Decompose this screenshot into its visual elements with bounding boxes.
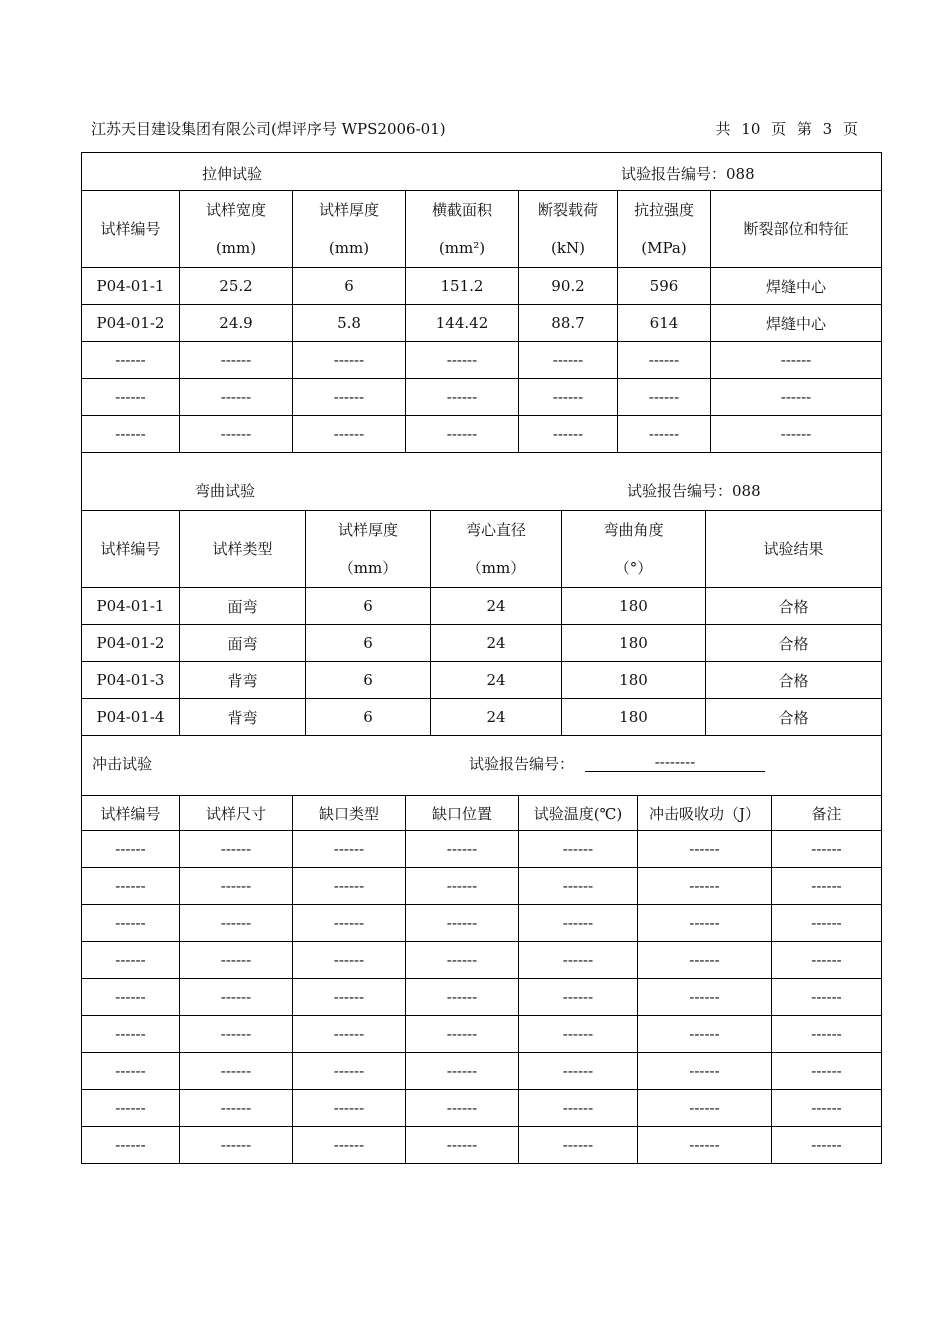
tensile-cell: ------ [519,379,618,416]
bend-cell: 面弯 [180,625,306,662]
tensile-header-unit: (mm²) [438,239,486,257]
impact-cell: ------ [638,905,772,942]
impact-cell: ------ [772,942,882,979]
tensile-cell: 596 [618,268,711,305]
bend-header-label: 试样厚度 [337,521,398,539]
impact-header-cell: 冲击吸收功（J） [638,796,772,831]
impact-row [82,831,882,868]
impact-header-cell: 试验温度(℃) [519,796,638,831]
impact-header-row [82,796,882,831]
bend-header-label: 弯心直径 [465,521,526,539]
tensile-cell: ------ [293,379,406,416]
impact-cell: ------ [293,1016,406,1053]
impact-cell: ------ [519,942,638,979]
impact-cell: ------ [638,1053,772,1090]
impact-row [82,1016,882,1053]
impact-cell: ------ [82,905,180,942]
report-sheet [81,152,881,1164]
impact-cell: ------ [519,831,638,868]
tensile-header-label: 试样编号 [100,220,161,238]
impact-cell: ------ [406,1127,519,1164]
impact-cell: ------ [180,942,293,979]
impact-cell: ------ [293,979,406,1016]
bend-cell: 24 [431,588,562,625]
tensile-row [82,268,882,305]
impact-cell: ------ [293,1127,406,1164]
bend-cell: 合格 [706,662,882,699]
bend-header-label: 试样类型 [212,540,273,558]
bend-header-cell [306,511,431,588]
bend-header-unit: （mm） [466,559,526,577]
impact-cell: ------ [406,1053,519,1090]
impact-report-value: -------- [585,753,765,772]
impact-row [82,979,882,1016]
bend-cell: 背弯 [180,662,306,699]
bend-row [82,588,882,625]
tensile-title-row [82,153,882,191]
impact-cell: ------ [82,868,180,905]
tensile-header-cell [293,191,406,268]
tensile-header-cell [618,191,711,268]
impact-title-row [82,736,882,796]
impact-cell: ------ [519,1090,638,1127]
impact-cell: ------ [82,1127,180,1164]
tensile-header-cell [82,191,180,268]
tensile-cell: 614 [618,305,711,342]
tensile-cell: ------ [406,342,519,379]
tensile-header-unit: (mm) [328,239,370,257]
impact-cell: ------ [772,831,882,868]
impact-header-cell: 缺口类型 [293,796,406,831]
tensile-cell: 焊缝中心 [711,305,882,342]
impact-cell: ------ [638,831,772,868]
tensile-cell: ------ [293,416,406,453]
impact-cell: ------ [772,868,882,905]
bend-cell: 6 [306,625,431,662]
impact-cell: ------ [293,942,406,979]
tensile-cell: ------ [711,416,882,453]
bend-row [82,699,882,736]
impact-cell: ------ [180,905,293,942]
impact-cell: ------ [180,868,293,905]
tensile-cell: ------ [180,342,293,379]
impact-cell: ------ [82,1053,180,1090]
tensile-header-unit: (mm) [215,239,257,257]
tensile-row [82,416,882,453]
impact-cell: ------ [82,942,180,979]
tensile-cell: ------ [406,379,519,416]
impact-row [82,905,882,942]
impact-cell: ------ [772,1127,882,1164]
tensile-cell: P04-01-2 [82,305,180,342]
impact-row [82,1053,882,1090]
bend-cell: P04-01-4 [82,699,180,736]
bend-header-unit: （°） [614,559,653,577]
tensile-row [82,342,882,379]
tensile-cell: ------ [82,379,180,416]
tensile-header-label: 抗拉强度 [633,201,694,219]
bend-row [82,625,882,662]
impact-cell: ------ [638,868,772,905]
impact-report-label: 试验报告编号： [469,755,575,773]
tensile-cell: ------ [618,379,711,416]
impact-table [81,736,882,1164]
impact-cell: ------ [519,905,638,942]
bend-cell: 180 [562,699,706,736]
impact-cell: ------ [406,942,519,979]
impact-cell: ------ [180,831,293,868]
tensile-header-label: 断裂部位和特征 [743,220,849,238]
bend-cell: 背弯 [180,699,306,736]
impact-cell: ------ [180,1090,293,1127]
impact-cell: ------ [82,1016,180,1053]
bend-row [82,662,882,699]
tensile-header-unit: (kN) [551,239,585,257]
bend-header-cell [706,511,882,588]
bend-cell: 24 [431,699,562,736]
tensile-header-cell [180,191,293,268]
impact-cell: ------ [180,1127,293,1164]
tensile-cell: 144.42 [406,305,519,342]
tensile-cell: ------ [82,342,180,379]
bend-header-cell [562,511,706,588]
tensile-cell: ------ [293,342,406,379]
tensile-cell: ------ [180,416,293,453]
tensile-cell: 88.7 [519,305,618,342]
tensile-header-cell [711,191,882,268]
tensile-header-label: 试样宽度 [205,201,266,219]
tensile-cell: ------ [519,342,618,379]
tensile-table [81,152,882,453]
tensile-row [82,379,882,416]
bend-header-label: 试样编号 [100,540,161,558]
tensile-cell: ------ [82,416,180,453]
impact-cell: ------ [406,868,519,905]
bend-cell: 合格 [706,699,882,736]
impact-cell: ------ [82,1090,180,1127]
impact-cell: ------ [406,831,519,868]
bend-report-no: 试验报告编号：088 [627,482,761,500]
bend-cell: 合格 [706,588,882,625]
tensile-cell: ------ [618,416,711,453]
bend-header-unit: （mm） [338,559,398,577]
tensile-header-unit: (MPa) [641,239,687,257]
impact-cell: ------ [293,831,406,868]
impact-cell: ------ [293,1090,406,1127]
bend-title: 弯曲试验 [195,482,256,500]
bend-cell: 24 [431,625,562,662]
impact-row [82,1127,882,1164]
impact-cell: ------ [638,942,772,979]
page-info: 共 10 页 第 3 页 [715,120,858,138]
bend-header-cell [180,511,306,588]
bend-cell: 6 [306,588,431,625]
impact-cell: ------ [772,1053,882,1090]
tensile-cell: ------ [711,342,882,379]
bend-header-label: 试验结果 [763,540,824,558]
bend-cell: P04-01-2 [82,625,180,662]
tensile-header-label: 试样厚度 [318,201,379,219]
impact-cell: ------ [82,831,180,868]
tensile-cell: 90.2 [519,268,618,305]
impact-cell: ------ [519,1016,638,1053]
impact-header-cell: 缺口位置 [406,796,519,831]
impact-cell: ------ [519,1053,638,1090]
impact-cell: ------ [519,868,638,905]
impact-header-cell: 试样尺寸 [180,796,293,831]
impact-cell: ------ [180,1016,293,1053]
impact-cell: ------ [772,979,882,1016]
bend-cell: 面弯 [180,588,306,625]
tensile-cell: 5.8 [293,305,406,342]
impact-cell: ------ [772,1090,882,1127]
bend-cell: 6 [306,662,431,699]
impact-row [82,942,882,979]
bend-cell: 24 [431,662,562,699]
tensile-cell: 25.2 [180,268,293,305]
bend-cell: 180 [562,625,706,662]
tensile-header-label: 横截面积 [431,201,492,219]
impact-cell: ------ [638,1127,772,1164]
tensile-header-row [82,191,882,268]
tensile-title: 拉伸试验 [202,165,263,183]
tensile-header-cell [406,191,519,268]
impact-cell: ------ [519,979,638,1016]
tensile-header-cell [519,191,618,268]
impact-cell: ------ [638,1090,772,1127]
bend-cell: P04-01-3 [82,662,180,699]
bend-cell: 180 [562,662,706,699]
tensile-cell: P04-01-1 [82,268,180,305]
bend-header-cell [431,511,562,588]
tensile-cell: ------ [711,379,882,416]
impact-cell: ------ [406,905,519,942]
bend-table [81,453,882,736]
tensile-cell: 焊缝中心 [711,268,882,305]
impact-cell: ------ [293,868,406,905]
impact-cell: ------ [519,1127,638,1164]
impact-cell: ------ [406,1090,519,1127]
impact-cell: ------ [772,905,882,942]
bend-header-cell [82,511,180,588]
bend-cell: 合格 [706,625,882,662]
impact-title: 冲击试验 [92,755,153,773]
tensile-cell: 24.9 [180,305,293,342]
impact-cell: ------ [293,1053,406,1090]
impact-cell: ------ [772,1016,882,1053]
tensile-cell: ------ [180,379,293,416]
tensile-cell: 151.2 [406,268,519,305]
tensile-cell: 6 [293,268,406,305]
impact-cell: ------ [180,979,293,1016]
tensile-cell: ------ [406,416,519,453]
impact-cell: ------ [406,979,519,1016]
tensile-header-label: 断裂载荷 [537,201,598,219]
impact-row [82,868,882,905]
tensile-row [82,305,882,342]
impact-row [82,1090,882,1127]
impact-header-cell: 备注 [772,796,882,831]
tensile-report-no: 试验报告编号：088 [621,165,755,183]
impact-cell: ------ [638,979,772,1016]
impact-cell: ------ [82,979,180,1016]
tensile-cell: ------ [618,342,711,379]
tensile-cell: ------ [519,416,618,453]
bend-cell: 180 [562,588,706,625]
bend-header-row [82,511,882,588]
bend-title-row [82,453,882,511]
bend-header-label: 弯曲角度 [603,521,664,539]
bend-cell: 6 [306,699,431,736]
impact-cell: ------ [638,1016,772,1053]
impact-cell: ------ [293,905,406,942]
bend-cell: P04-01-1 [82,588,180,625]
impact-cell: ------ [180,1053,293,1090]
impact-header-cell: 试样编号 [82,796,180,831]
company-header: 江苏天目建设集团有限公司(焊评序号 WPS2006-01) [91,120,446,138]
impact-cell: ------ [406,1016,519,1053]
